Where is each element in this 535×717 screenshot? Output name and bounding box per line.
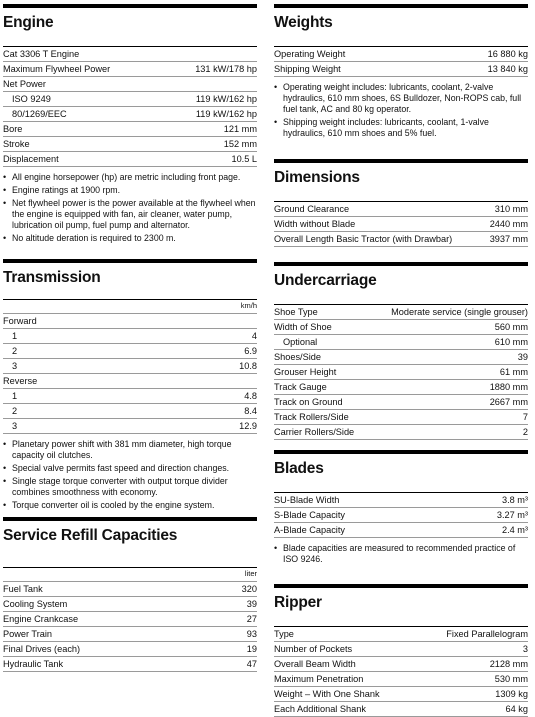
spec-value: 4 [251,331,257,341]
spec-row [274,657,528,672]
spec-label: 1 [12,331,18,341]
spec-value: 61 mm [499,367,528,377]
spec-value: 93 [246,629,257,639]
note-item: • Single stage torque converter with output torque divider combines smoothness with economy. [3,476,257,498]
undercarriage-section [274,262,528,440]
refill-title: Service Refill Capacities [3,517,257,553]
spec-value: 310 mm [494,204,528,214]
spec-value: Fixed Parallelogram [446,629,528,639]
spec-row [274,335,528,350]
spec-label: Power Train [3,629,53,639]
spec-row [3,107,257,122]
spec-row [274,642,528,657]
spec-label: Track Gauge [274,382,327,392]
note-item: • Special valve permits fast speed and direction changes. [3,463,257,474]
blades-title: Blades [274,450,528,486]
spec-value: 27 [246,614,257,624]
spec-label: Carrier Rollers/Side [274,427,355,437]
spec-row [3,137,257,152]
spec-value: 10.5 L [231,154,257,164]
spec-label: 3 [12,361,18,371]
spec-row [3,77,257,92]
note-item: • All engine horsepower (hp) are metric including front page. [3,172,257,183]
spec-label: Track Rollers/Side [274,412,349,422]
ripper-title: Ripper [274,584,528,620]
spec-label: SU-Blade Width [274,495,340,505]
note-item: • Engine ratings at 1900 rpm. [3,185,257,196]
spec-row [3,344,257,359]
spec-label: 1 [12,391,18,401]
refill-section [3,517,257,672]
spec-row [274,350,528,365]
spec-label: Shoes/Side [274,352,321,362]
note-item: • Torque converter oil is cooled by the engine system. [3,500,257,511]
spec-label: S-Blade Capacity [274,510,345,520]
note-item: • Net flywheel power is the power available at the flywheel when the engine is equipped with fan, air cleaner, water pump, lubrication oil pump, fuel pump and alternator. [3,198,257,231]
spec-row [274,395,528,410]
spec-label: Displacement [3,154,59,164]
spec-row [3,582,257,597]
spec-label: Overall Beam Width [274,659,356,669]
spec-value: 119 kW/162 hp [195,94,257,104]
spec-label: Bore [3,124,23,134]
spec-value: 12.9 [239,421,257,431]
blades-section [274,450,528,567]
spec-row [3,92,257,107]
spec-value: 2128 mm [489,659,528,669]
spec-row [3,419,257,434]
spec-label: Forward [3,316,37,326]
engine-title: Engine [3,4,257,40]
spec-row [3,597,257,612]
spec-value: 320 [241,584,257,594]
transmission-notes [3,439,257,511]
spec-label: Shipping Weight [274,64,341,74]
engine-notes [3,172,257,244]
spec-value: 47 [246,659,257,669]
spec-value: 13 840 kg [487,64,528,74]
spec-value: 2.4 m³ [501,525,528,535]
spec-label: Cat 3306 T Engine [3,49,80,59]
spec-label: 80/1269/EEC [12,109,67,119]
spec-value: 3937 mm [489,234,528,244]
spec-value: 2667 mm [489,397,528,407]
note-item: • Shipping weight includes: lubricants, coolant, 1-valve hydraulics, 610 mm shoes and 5% fuel. [274,117,528,139]
unit-row [3,568,257,582]
spec-value: 1880 mm [489,382,528,392]
spec-label: Operating Weight [274,49,346,59]
spec-row [274,62,528,77]
spec-label: Optional [283,337,318,347]
spec-value: 8.4 [244,406,257,416]
spec-label: A-Blade Capacity [274,525,345,535]
spec-value: Moderate service (single grouser) [391,307,528,317]
spec-value: 2 [522,427,528,437]
ripper-spec-table [274,627,528,717]
note-item: • No altitude deration is required to 2300 m. [3,233,257,244]
spec-row [274,493,528,508]
spec-row [274,380,528,395]
spec-value: 3.27 m³ [496,510,528,520]
refill-unit: liter [244,569,257,578]
spec-label: Fuel Tank [3,584,43,594]
unit-row [3,300,257,314]
spec-value: 39 [246,599,257,609]
spec-value: 3.8 m³ [501,495,528,505]
spec-row [274,47,528,62]
spec-label: Track on Ground [274,397,343,407]
spec-row [274,232,528,247]
spec-row [274,523,528,538]
spec-row [274,305,528,320]
spec-value: 64 kg [505,704,528,714]
undercarriage-title: Undercarriage [274,262,528,298]
spec-row [3,389,257,404]
spec-value: 10.8 [239,361,257,371]
spec-row [274,320,528,335]
spec-row [3,627,257,642]
engine-spec-table [3,47,257,167]
spec-label: Ground Clearance [274,204,350,214]
spec-row [274,627,528,642]
transmission-spec-table [3,314,257,434]
spec-value: 6.9 [244,346,257,356]
spec-value: 19 [246,644,257,654]
spec-row [274,425,528,440]
spec-row [3,314,257,329]
spec-value: 1309 kg [495,689,528,699]
spec-row [3,642,257,657]
refill-spec-table [3,582,257,672]
spec-label: 3 [12,421,18,431]
spec-row [3,612,257,627]
dimensions-section [274,159,528,247]
spec-value: 119 kW/162 hp [195,109,257,119]
spec-row [3,657,257,672]
spec-label: Overall Length Basic Tractor (with Drawbar) [274,234,453,244]
spec-label: Cooling System [3,599,68,609]
dimensions-title: Dimensions [274,159,528,195]
weights-notes [274,82,528,139]
weights-title: Weights [274,4,528,40]
spec-row [3,122,257,137]
note-item: • Planetary power shift with 381 mm diameter, high torque capacity oil clutches. [3,439,257,461]
spec-row [3,374,257,389]
spec-label: Stroke [3,139,30,149]
spec-value: 16 880 kg [487,49,528,59]
spec-label: Net Power [3,79,46,89]
spec-row [3,359,257,374]
spec-label: Final Drives (each) [3,644,81,654]
spec-value: 560 mm [494,322,528,332]
spec-row [274,672,528,687]
spec-label: Weight – With One Shank [274,689,380,699]
spec-value: 610 mm [494,337,528,347]
spec-label: Shoe Type [274,307,318,317]
spec-value: 2440 mm [489,219,528,229]
spec-label: Engine Crankcase [3,614,79,624]
spec-value: 152 mm [223,139,257,149]
undercarriage-spec-table [274,305,528,440]
weights-spec-table [274,47,528,77]
spec-row [274,365,528,380]
spec-label: Type [274,629,294,639]
spec-label: Hydraulic Tank [3,659,64,669]
spec-value: 530 mm [494,674,528,684]
spec-value: 3 [522,644,528,654]
engine-section [3,4,257,246]
spec-row [274,202,528,217]
spec-label: Number of Pockets [274,644,353,654]
spec-label: 2 [12,346,18,356]
spec-label: ISO 9249 [12,94,51,104]
spec-label: Width without Blade [274,219,356,229]
transmission-unit: km/h [240,301,257,310]
blades-spec-table [274,493,528,538]
spec-label: Each Additional Shank [274,704,366,714]
spec-value: 39 [517,352,528,362]
weights-section [274,4,528,141]
ripper-section [274,584,528,717]
spec-row [3,404,257,419]
spec-label: Maximum Flywheel Power [3,64,111,74]
transmission-section [3,259,257,513]
spec-label: Maximum Penetration [274,674,364,684]
spec-row [3,152,257,167]
transmission-title: Transmission [3,259,257,295]
note-item: • Operating weight includes: lubricants, coolant, 2-valve hydraulics, 610 mm shoes, 6S Bulldozer, Non-ROPS cab, full fuel tank, AC and 80 kg operator. [274,82,528,115]
spec-row [3,47,257,62]
dimensions-spec-table [274,202,528,247]
spec-value: 131 kW/178 hp [195,64,257,74]
spec-row [3,62,257,77]
blades-notes [274,543,528,565]
spec-label: Reverse [3,376,38,386]
spec-row [274,687,528,702]
spec-row [274,508,528,523]
spec-label: Grouser Height [274,367,337,377]
spec-value: 7 [522,412,528,422]
spec-row [3,329,257,344]
spec-value: 121 mm [223,124,257,134]
spec-label: Width of Shoe [274,322,332,332]
spec-value: 4.8 [244,391,257,401]
spec-label: 2 [12,406,18,416]
spec-row [274,410,528,425]
spec-row [274,217,528,232]
note-item: • Blade capacities are measured to recommended practice of ISO 9246. [274,543,528,565]
